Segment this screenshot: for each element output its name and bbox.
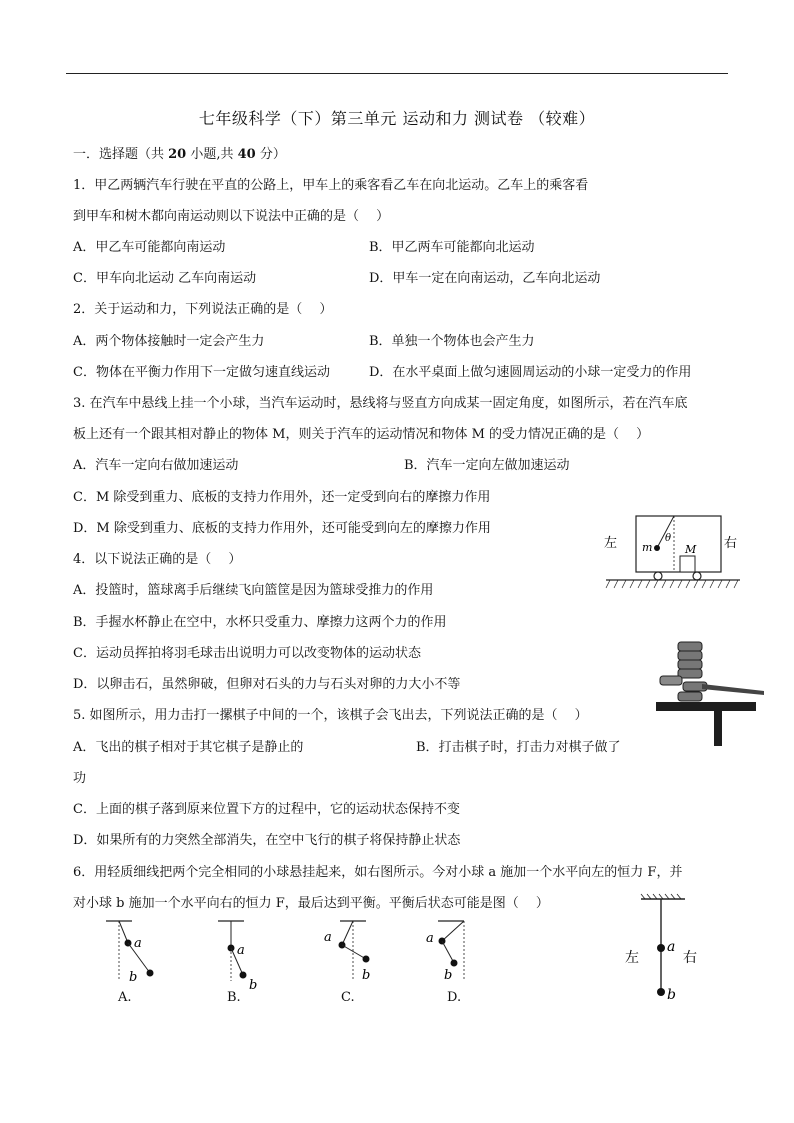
chess-piece-stack [678, 642, 707, 701]
ball-b-label: b [249, 978, 258, 993]
label-m: m [642, 541, 653, 554]
q2-option-b: B．单独一个物体也会产生力 [369, 334, 535, 349]
table-top [656, 702, 756, 711]
header-rule [66, 73, 728, 74]
q2-option-a: A．两个物体接触时一定会产生力 [73, 334, 265, 349]
ball-b-label: b [667, 987, 676, 1003]
table-leg [714, 711, 722, 746]
ball-a-label: a [426, 931, 434, 946]
section-heading [73, 146, 286, 164]
q4-option-d: D．以卵击石，虽然卵破，但卵对石头的力与石头对卵的力大小不等 [73, 677, 461, 692]
pendulum-option-b-figure [208, 915, 280, 993]
q1-option-a: A．甲乙车可能都向南运动 [73, 240, 226, 255]
striking-ruler [702, 684, 764, 695]
block-M [680, 556, 695, 572]
q6-figure-label-a: A. [118, 990, 132, 1005]
q6-figure-label-d: D. [447, 990, 462, 1005]
ball-b-label: b [129, 970, 138, 985]
ball-a [657, 944, 665, 952]
q5-option-b: B．打击棋子时，打击力对棋子做了 [416, 740, 621, 755]
chess-stack-figure [652, 634, 770, 746]
q1-stem-2: 到甲车和树木都向南运动则以下说法中正确的是（ ） [73, 209, 390, 224]
car-wheel-right [693, 572, 701, 580]
q6-figure-label-b: B. [227, 990, 241, 1005]
q4-option-a: A．投篮时，篮球离手后继续飞向篮筐是因为篮球受推力的作用 [73, 583, 434, 598]
q3-stem-2: 板上还有一个跟其相对静止的物体 M，则关于汽车的运动情况和物体 M 的受力情况正确的是（ ） [73, 427, 650, 442]
label-left: 左 [625, 950, 639, 966]
ball-b-label: b [362, 968, 371, 983]
pendulum-reference-figure [615, 893, 715, 1005]
q1-stem-1: 1．甲乙两辆汽车行驶在平直的公路上，甲车上的乘客看乙车在向北运动。乙车上的乘客看 [73, 178, 589, 193]
label-left: 左 [604, 536, 618, 551]
page-title: 七年级科学（下）第三单元 运动和力 测试卷 （较难） [198, 109, 596, 128]
q4-option-b: B．手握水杯静止在空中，水杯只受重力、摩擦力这两个力的作用 [73, 615, 447, 630]
car-pendulum-figure [598, 510, 748, 594]
ball-b [657, 988, 665, 996]
pendulum-option-a-figure [98, 915, 170, 985]
ball-a-label: a [324, 930, 332, 945]
ground-hatching [606, 580, 738, 588]
q3-option-c: C．M 除受到重力、底板的支持力作用外，还一定受到向右的摩擦力作用 [73, 490, 491, 505]
section-post: 分） [255, 147, 286, 162]
q3-option-d: D．M 除受到重力、底板的支持力作用外，还可能受到向左的摩擦力作用 [73, 521, 491, 536]
ball-a-label: a [134, 936, 142, 951]
label-M: M [685, 543, 697, 556]
ball-a-label: a [237, 943, 245, 958]
question-count: 20 [168, 147, 187, 162]
q2-stem: 2．关于运动和力，下列说法正确的是（ ） [73, 302, 333, 317]
q5-option-c: C．上面的棋子落到原来位置下方的过程中，它的运动状态保持不变 [73, 802, 460, 817]
q5-option-b-continued: 功 [73, 771, 87, 786]
q4-stem: 4．以下说法正确的是（ ） [73, 552, 242, 567]
q5-stem: 5. 如图所示，用力击打一摞棋子中间的一个，该棋子会飞出去，下列说法正确的是（ ） [73, 708, 588, 723]
ball-a-label: a [667, 939, 676, 955]
pendulum-option-c-figure [318, 915, 390, 985]
q1-option-b: B．甲乙两车可能都向北运动 [369, 240, 535, 255]
car-wheel-left [654, 572, 662, 580]
label-theta: θ [665, 533, 672, 544]
q3-option-a: A．汽车一定向右做加速运动 [73, 458, 239, 473]
q3-stem-1: 3. 在汽车中悬线上挂一个小球，当汽车运动时，悬线将与竖直方向成某一固定角度，如图所示，若在汽车底 [73, 396, 688, 411]
section-pre: 一．选择题（共 [73, 147, 169, 162]
q5-option-d: D．如果所有的力突然全部消失，在空中飞行的棋子将保持静止状态 [73, 833, 461, 848]
q1-option-d: D．甲车一定在向南运动，乙车向北运动 [369, 271, 601, 286]
q6-stem-2: 对小球 b 施加一个水平向右的恒力 F，最后达到平衡。平衡后状态可能是图（ ） [73, 896, 549, 911]
q2-option-d: D．在水平桌面上做匀速圆周运动的小球一定受力的作用 [369, 365, 692, 380]
q6-stem-1: 6．用轻质细线把两个完全相同的小球悬挂起来，如右图所示。今对小球 a 施加一个水平向左的恒力 F，并 [73, 865, 683, 880]
score-total: 40 [237, 147, 256, 162]
q2-option-c: C．物体在平衡力作用下一定做匀速直线运动 [73, 365, 330, 380]
struck-piece [660, 676, 682, 685]
q6-figure-label-c: C. [341, 990, 355, 1005]
ball-b-label: b [444, 968, 453, 983]
pendulum-option-d-figure [418, 915, 490, 985]
q4-option-c: C．运动员挥拍将羽毛球击出说明力可以改变物体的运动状态 [73, 646, 421, 661]
q1-option-c: C．甲车向北运动 乙车向南运动 [73, 271, 257, 286]
section-mid: 小题,共 [186, 147, 238, 162]
label-right: 右 [683, 950, 697, 966]
pendulum-ball [654, 545, 660, 551]
label-right: 右 [724, 536, 738, 551]
q5-option-a: A．飞出的棋子相对于其它棋子是静止的 [73, 740, 304, 755]
q3-option-b: B．汽车一定向左做加速运动 [404, 458, 570, 473]
